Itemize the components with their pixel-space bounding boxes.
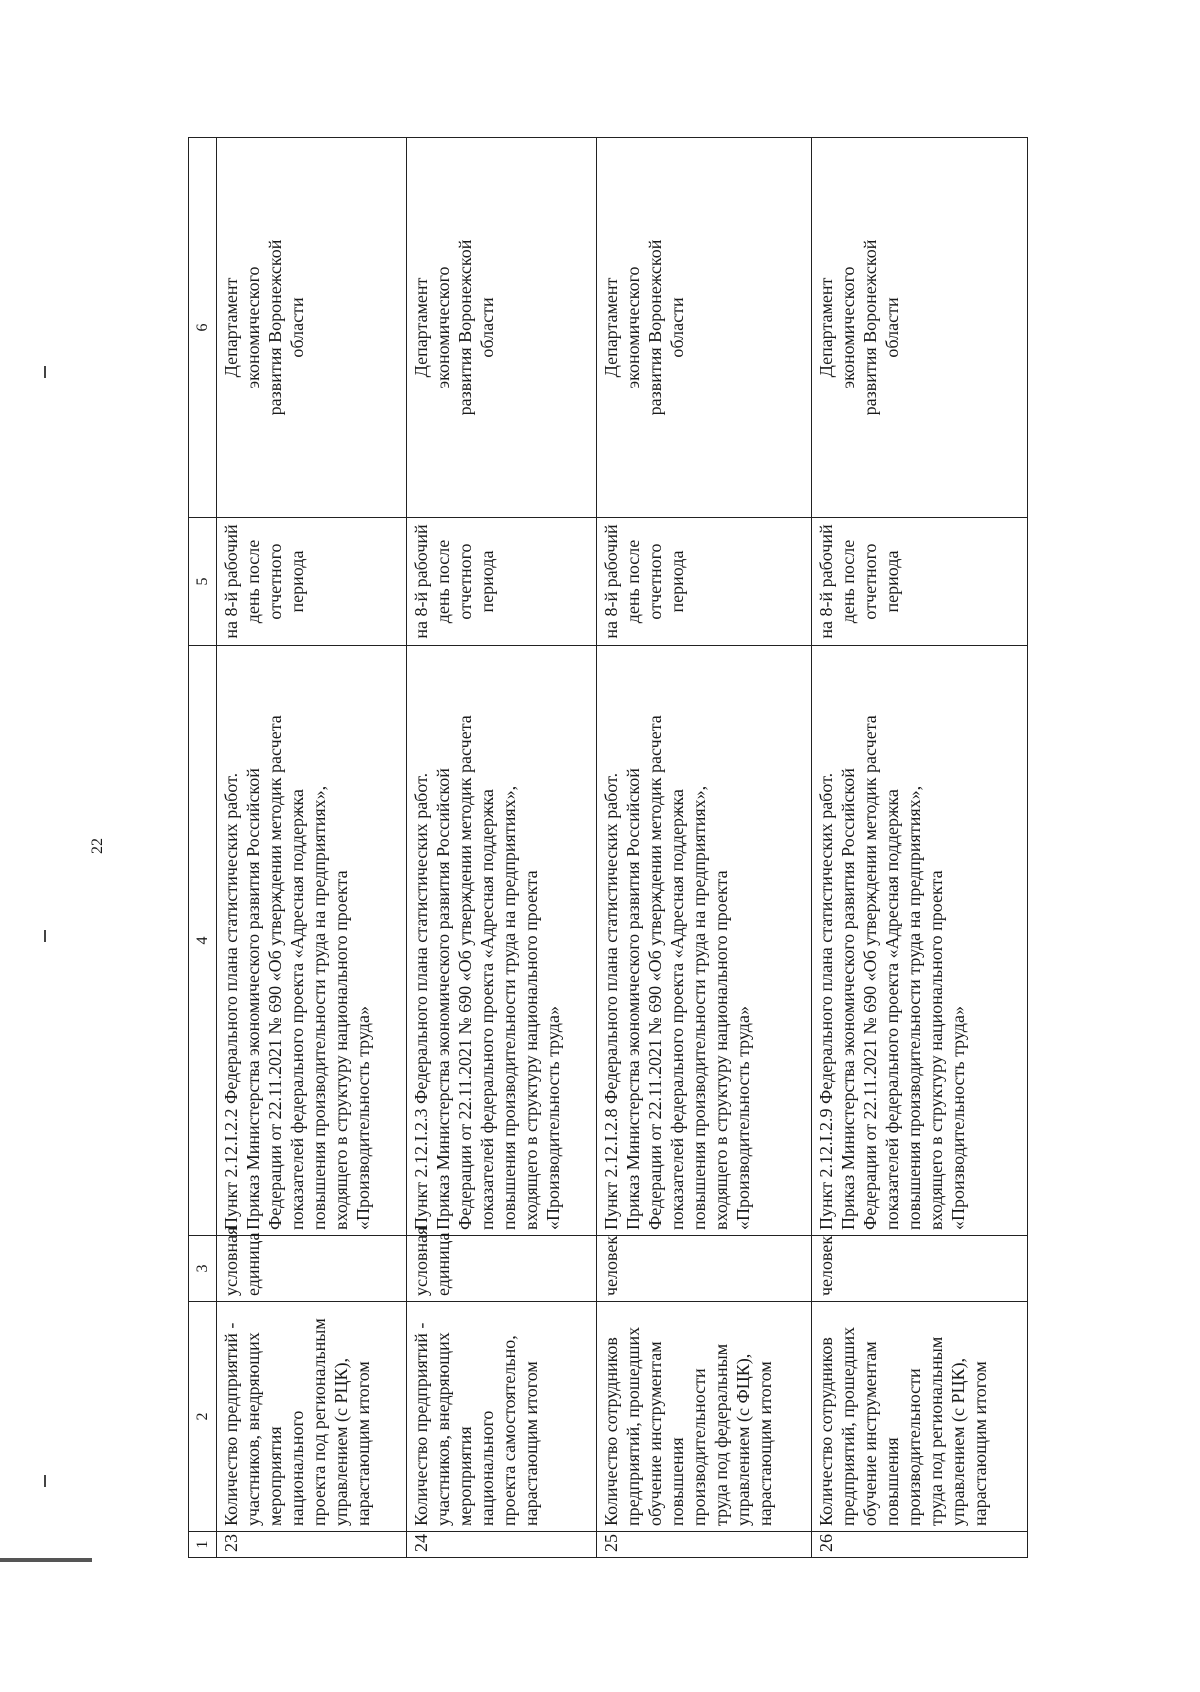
table-row: [596, 138, 812, 1558]
reporting-deadline: на 8-й рабочий день после отчетного периода: [812, 518, 1028, 646]
table-row: [217, 138, 407, 1558]
table-row: [406, 138, 596, 1558]
reporting-deadline: на 8-й рабочий день после отчетного периода: [406, 518, 596, 646]
indicator-name: Количество сотрудников предприятий, прошедших обучение инструментам повышения производительности труда под федеральным управлением (с ФЦК), нарастающим итогом: [596, 1302, 812, 1532]
row-number: 25: [596, 1532, 812, 1558]
header-cell-1: 1: [189, 1532, 217, 1558]
scan-speck: [44, 1475, 46, 1487]
row-number: 23: [217, 1532, 407, 1558]
reporting-deadline: на 8-й рабочий день после отчетного периода: [217, 518, 407, 646]
calculation-method: Пункт 2.12.I.2.9 Федерального плана статистических работ. Приказ Министерства экономического развития Российской Федерации от 22.11.2021 № 690 «Об утверждении методик расчета показателей федерального проекта «Адресная поддержка повышения производительности труда на предприятиях», входящего в структуру национального проекта «Производительность труда»: [812, 646, 1028, 1236]
header-cell-5: 5: [189, 518, 217, 646]
table-header-row: [189, 138, 217, 1558]
calculation-method: Пункт 2.12.I.2.2 Федерального плана статистических работ. Приказ Министерства экономического развития Российской Федерации от 22.11.2021 № 690 «Об утверждении методик расчета показателей федерального проекта «Адресная поддержка повышения производительности труда на предприятиях», входящего в структуру национального проекта «Производительность труда»: [217, 646, 407, 1236]
indicators-table-container: [188, 138, 1028, 1558]
indicator-name: Количество предприятий - участников, внедряющих мероприятия национального проекта под региональным управлением (с РЦК), нарастающим итогом: [217, 1302, 407, 1532]
indicator-name: Количество предприятий - участников, внедряющих мероприятия национального проекта самостоятельно, нарастающим итогом: [406, 1302, 596, 1532]
calculation-method: Пункт 2.12.I.2.8 Федерального плана статистических работ. Приказ Министерства экономического развития Российской Федерации от 22.11.2021 № 690 «Об утверждении методик расчета показателей федерального проекта «Адресная поддержка повышения производительности труда на предприятиях», входящего в структуру национального проекта «Производительность труда»: [596, 646, 812, 1236]
indicator-name: Количество сотрудников предприятий, прошедших обучение инструментам повышения производительности труда под региональным управлением (с РЦК), нарастающим итогом: [812, 1302, 1028, 1532]
indicators-table: [188, 137, 1028, 1558]
header-cell-4: 4: [189, 646, 217, 1236]
responsible-executor: Департамент экономического развития Воронежской области: [596, 138, 812, 518]
scan-edge-mark: [0, 1558, 92, 1562]
reporting-deadline: на 8-й рабочий день после отчетного периода: [596, 518, 812, 646]
header-cell-6: 6: [189, 138, 217, 518]
table-row: [812, 138, 1028, 1558]
unit-of-measure: человек: [812, 1236, 1028, 1302]
scan-speck: [44, 366, 46, 378]
scan-speck: [44, 930, 46, 942]
unit-of-measure: условная единица: [406, 1236, 596, 1302]
row-number: 24: [406, 1532, 596, 1558]
responsible-executor: Департамент экономического развития Воронежской области: [812, 138, 1028, 518]
row-number: 26: [812, 1532, 1028, 1558]
page-number: 22: [89, 838, 106, 854]
unit-of-measure: человек: [596, 1236, 812, 1302]
header-cell-3: 3: [189, 1236, 217, 1302]
unit-of-measure: условная единица: [217, 1236, 407, 1302]
responsible-executor: Департамент экономического развития Воронежской области: [406, 138, 596, 518]
responsible-executor: Департамент экономического развития Воронежской области: [217, 138, 407, 518]
calculation-method: Пункт 2.12.I.2.3 Федерального плана статистических работ. Приказ Министерства экономического развития Российской Федерации от 22.11.2021 № 690 «Об утверждении методик расчета показателей федерального проекта «Адресная поддержка повышения производительности труда на предприятиях», входящего в структуру национального проекта «Производительность труда»: [406, 646, 596, 1236]
header-cell-2: 2: [189, 1302, 217, 1532]
